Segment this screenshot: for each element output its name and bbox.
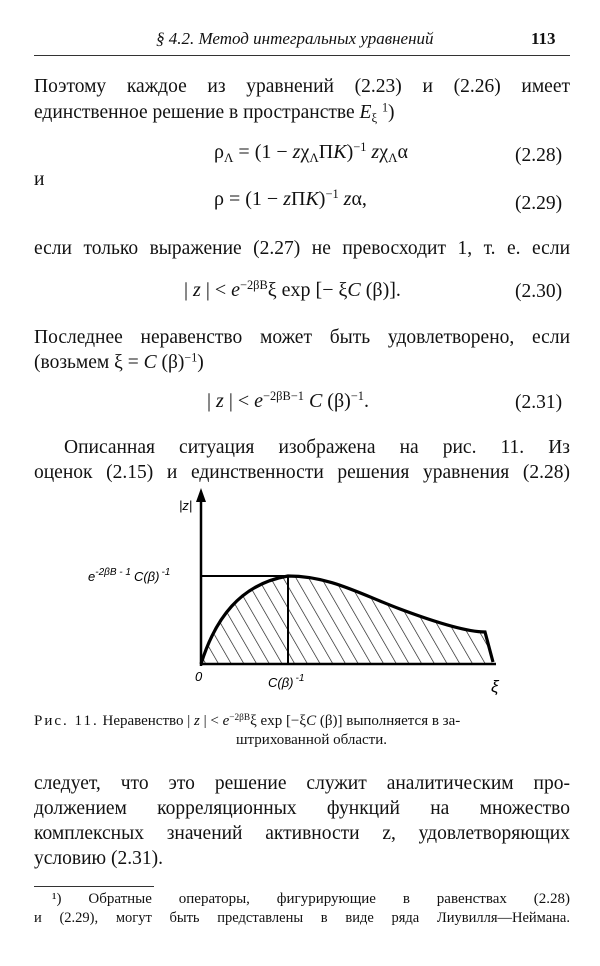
- caption-word: Неравенство: [102, 713, 184, 729]
- paragraph-line: если только выражение (2.27) не превосходит 1, т. е. если: [34, 238, 570, 259]
- max-label-base: e: [88, 569, 96, 584]
- equation-number: (2.28): [515, 145, 563, 166]
- x-tick-base: C(β): [268, 675, 294, 690]
- paragraph-line: Описанная ситуация изображена на рис. 11. Из: [64, 437, 570, 458]
- equation-2-31: | z | < $e^{-2\beta B-1}$ C $(\beta)^{-1}$.: [207, 389, 369, 412]
- caption-prefix: Рис. 11.: [34, 713, 99, 729]
- y-axis-arrow-icon: [196, 488, 206, 502]
- paragraph-line: [34, 99, 395, 127]
- max-label-tail-exp: -1: [161, 567, 171, 578]
- equation-number: (2.29): [515, 193, 563, 214]
- equation-number: (2.30): [515, 281, 563, 302]
- paragraph-line: должением корреляционных функций на множество: [34, 798, 570, 819]
- y-axis-label: |z|: [179, 498, 193, 513]
- caption-formula: | z | < $e^{-2\beta B}\xi$ exp [−ξC (β)]: [187, 712, 343, 729]
- paragraph-line: комплексных значений активности z, удовлетворяющих: [34, 823, 570, 844]
- space-symbol: $E_\xi$ $^1$): [359, 100, 395, 125]
- paragraph-line: следует, что это решение служит аналитическим про-: [34, 773, 570, 794]
- footnote-rule: [34, 886, 154, 887]
- figure-11: [0, 484, 600, 704]
- footnote-line: ¹) Обратные операторы, фигурирующие в равенствах (2.28): [52, 891, 570, 907]
- paragraph-line: условию (2.31).: [34, 848, 163, 869]
- equation-2-30: | z | < $e^{-2\beta B}\xi$ exp [− ξC (β)].: [184, 278, 401, 301]
- page-number: 113: [531, 29, 556, 48]
- origin-label: 0: [195, 669, 203, 684]
- x-tick-label: [268, 673, 304, 690]
- header-rule: [34, 55, 570, 56]
- equation-2-29: $\rho = (1 - z\Pi K)^{-1}$ zα,: [214, 187, 367, 210]
- conjunction: и: [34, 169, 45, 190]
- paragraph-line: оценок (2.15) и единственности решения уравнения (2.28): [34, 462, 570, 483]
- max-value-label: [88, 567, 170, 584]
- max-label-exp: -2βB - 1: [95, 567, 131, 578]
- x-axis-label: ξ: [491, 677, 499, 696]
- figure-caption-line2: штрихованной области.: [236, 732, 388, 748]
- paragraph-line: Последнее неравенство может быть удовлетворено, если: [34, 327, 570, 348]
- paragraph-text: (возьмем: [34, 352, 110, 373]
- paragraph-line: Поэтому каждое из уравнений (2.23) и (2.26) имеет: [34, 76, 570, 97]
- paragraph-text: единственное решение в пространстве: [34, 102, 355, 123]
- figure-caption: [34, 712, 460, 731]
- caption-tail: выполняется в за-: [346, 713, 461, 729]
- x-tick-exp: -1: [295, 673, 305, 684]
- footnote-line: и (2.29), могут быть представлены в виде ряда Лиувилля—Неймана.: [34, 910, 570, 926]
- equation-2-28: $\rho_\Lambda = (1 - z\chi_\Lambda\Pi K)^{-1}$ $z\chi_\Lambda\alpha$: [214, 140, 409, 165]
- max-label-tail: C(β): [133, 569, 160, 584]
- inline-formula: ξ = C $(\beta)^{-1}$): [114, 350, 204, 373]
- running-title: § 4.2. Метод интегральных уравнений: [156, 29, 434, 48]
- paragraph-line: [34, 349, 204, 377]
- equation-number: (2.31): [515, 392, 563, 413]
